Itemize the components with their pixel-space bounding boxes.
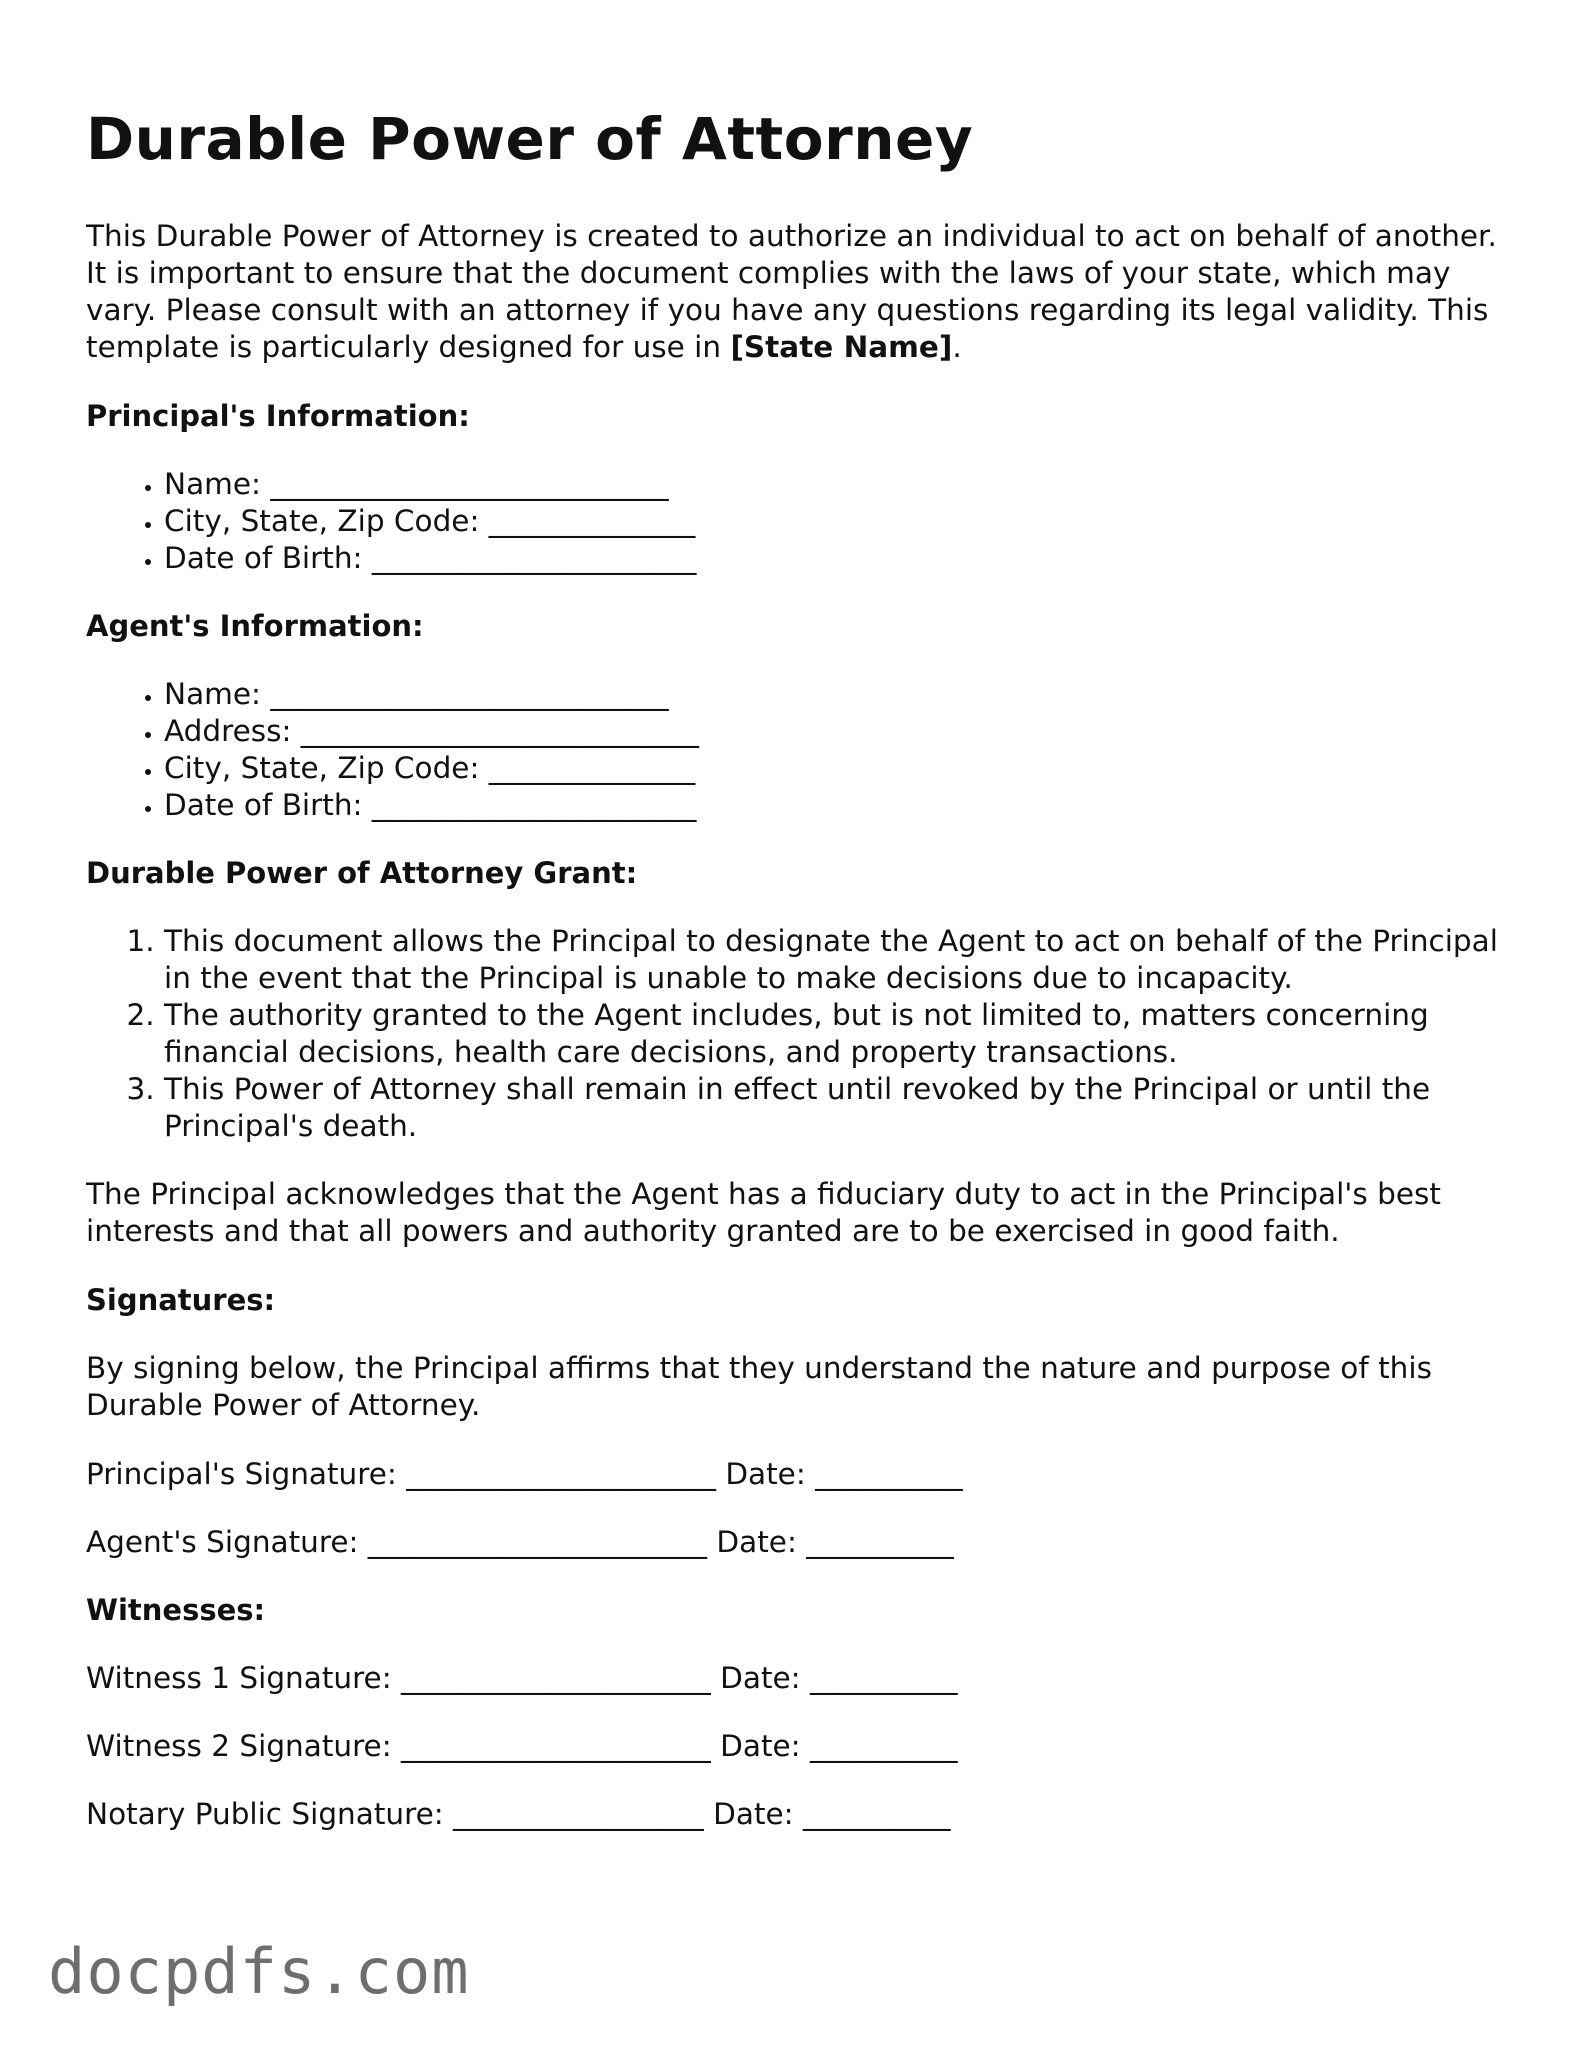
witnesses-heading: Witnesses: bbox=[86, 1592, 266, 1627]
signatures-intro: By signing below, the Principal affirms that they understand the nature and purpose of this Durable Power of Attorney. bbox=[86, 1350, 1432, 1422]
agent-info-list bbox=[86, 676, 1506, 824]
agent-name-field[interactable]: • Name: ___________________________ bbox=[164, 676, 1506, 713]
principal-city-field[interactable]: • City, State, Zip Code: ______________ bbox=[164, 503, 1506, 540]
document-title: Durable Power of Attorney bbox=[86, 105, 974, 173]
grant-item: 1. This document allows the Principal to designate the Agent to act on behalf of the Principal in the event that the Principal is unable to make decisions due to incapacity. bbox=[164, 923, 1506, 997]
state-name-placeholder: [State Name] bbox=[730, 329, 953, 364]
grant-item: 3. This Power of Attorney shall remain in effect until revoked by the Principal or until the Principal's death. bbox=[164, 1071, 1506, 1145]
intro-end: . bbox=[952, 329, 962, 364]
principal-dob-field[interactable]: • Date of Birth: ______________________ bbox=[164, 540, 1506, 577]
watermark: docpdfs.com bbox=[48, 1935, 470, 2008]
witness2-signature-line[interactable]: Witness 2 Signature: _____________________ Date: __________ bbox=[86, 1728, 958, 1763]
grant-list bbox=[86, 923, 1506, 1145]
agent-address-field[interactable]: • Address: ___________________________ bbox=[164, 713, 1506, 750]
agent-signature-line[interactable]: Agent's Signature: _______________________ Date: __________ bbox=[86, 1524, 954, 1559]
intro-paragraph bbox=[86, 218, 1506, 366]
agent-dob-field[interactable]: • Date of Birth: ______________________ bbox=[164, 787, 1506, 824]
witness1-signature-line[interactable]: Witness 1 Signature: _____________________ Date: __________ bbox=[86, 1660, 958, 1695]
principal-info-list bbox=[86, 466, 1506, 577]
intro-text: This Durable Power of Attorney is created to authorize an individual to act on behalf of another. It is important to ensure that the document complies with the laws of your state, which may vary. Please consult with an attorney if you have any questions regarding its legal validity. This template is particularly designed for use in bbox=[86, 218, 1497, 364]
principal-name-field[interactable]: • Name: ___________________________ bbox=[164, 466, 1506, 503]
grant-heading: Durable Power of Attorney Grant: bbox=[86, 855, 638, 890]
agent-info-heading: Agent's Information: bbox=[86, 608, 424, 643]
agent-city-field[interactable]: • City, State, Zip Code: ______________ bbox=[164, 750, 1506, 787]
principal-info-heading: Principal's Information: bbox=[86, 398, 470, 433]
grant-item: 2. The authority granted to the Agent includes, but is not limited to, matters concerning financial decisions, health care decisions, and property transactions. bbox=[164, 997, 1506, 1071]
notary-signature-line[interactable]: Notary Public Signature: _________________ Date: __________ bbox=[86, 1796, 951, 1831]
acknowledgement-paragraph: The Principal acknowledges that the Agent has a fiduciary duty to act in the Principal's best interests and that all powers and authority granted are to be exercised in good faith. bbox=[86, 1176, 1441, 1248]
document-page bbox=[86, 105, 1506, 1864]
signatures-heading: Signatures: bbox=[86, 1282, 276, 1317]
principal-signature-line[interactable]: Principal's Signature: _____________________ Date: __________ bbox=[86, 1456, 963, 1491]
